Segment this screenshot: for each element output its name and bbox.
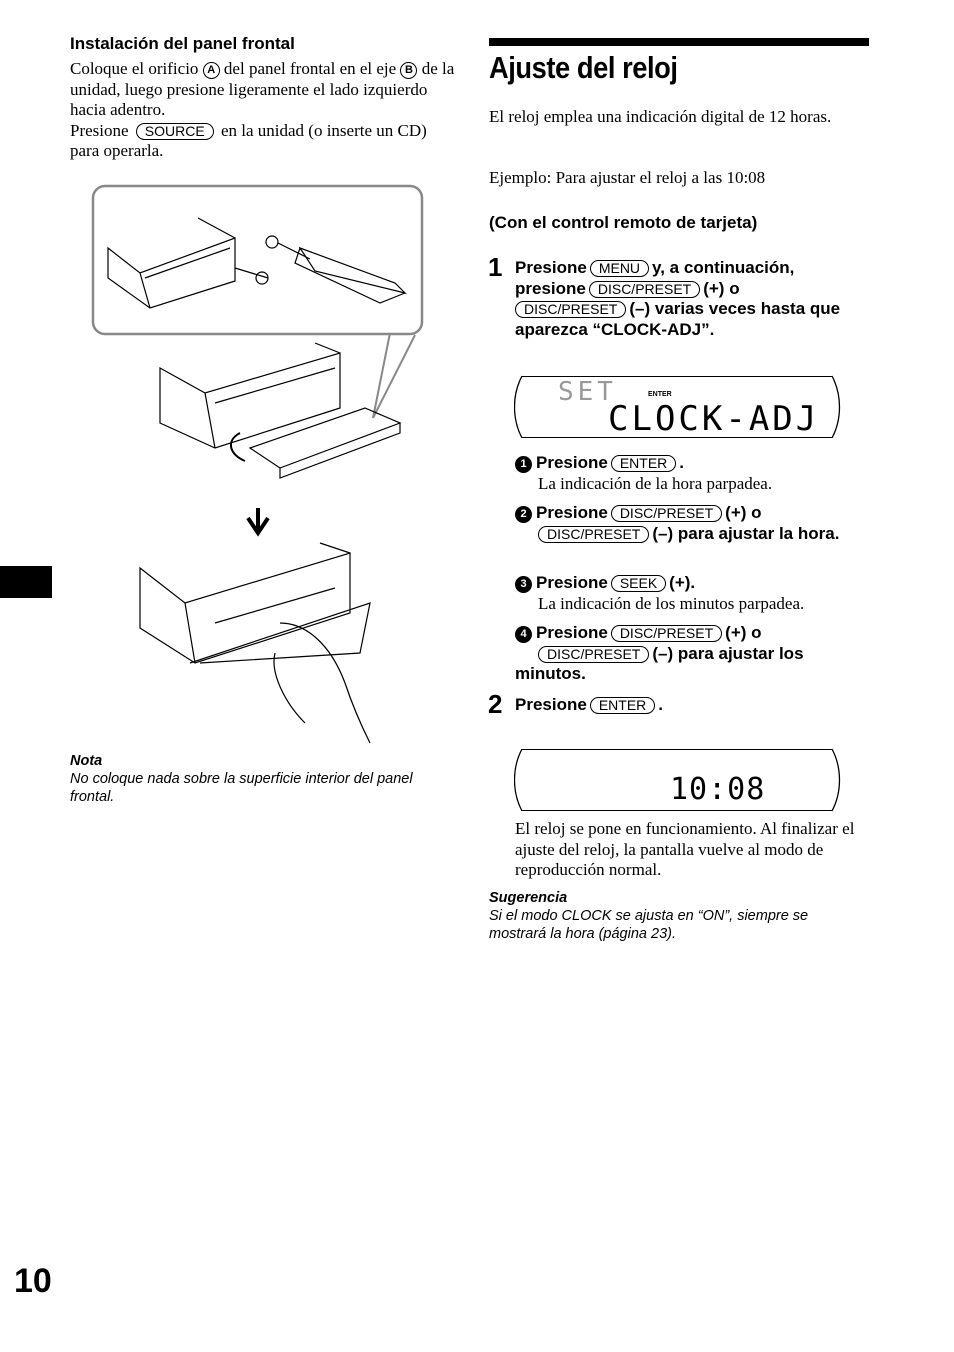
intro-text: El reloj emplea una indicación digital de 12 horas. [489, 107, 832, 126]
step-number: 2 [488, 689, 503, 719]
lcd-display-clock-adj [522, 376, 832, 438]
text: Coloque el orificio [70, 59, 199, 78]
text: . [679, 453, 684, 472]
lcd-main: CLOCK-ADJ [608, 399, 820, 439]
example-text: Ejemplo: Para ajustar el reloj a las 10:08 [489, 168, 766, 187]
sub-step-4 [515, 623, 860, 685]
text: (+) o [725, 503, 762, 522]
step-number: 1 [488, 252, 503, 282]
title-rule [489, 38, 869, 46]
text: del panel frontal en el eje [223, 59, 397, 78]
tip-text: Si el modo CLOCK se ajusta en “ON”, siempre se mostrará la hora (página 23). [489, 908, 809, 942]
step-bullet: 1 [515, 456, 532, 473]
marker-b: B [400, 62, 417, 79]
enter-button-label: ENTER [590, 697, 655, 714]
text: (+) o [725, 623, 762, 642]
text: . [658, 695, 663, 714]
sub-step-3 [515, 573, 865, 614]
lcd-display-time [522, 749, 832, 811]
faceplate-installation-illustration [90, 183, 430, 753]
step-bullet: 4 [515, 626, 532, 643]
step-bullet: 3 [515, 576, 532, 593]
step-bullet: 2 [515, 506, 532, 523]
sub-step-1 [515, 453, 865, 494]
sub-step-2 [515, 503, 860, 544]
step-1 [515, 258, 860, 340]
text: (+). [669, 573, 696, 592]
section-tab-marker [0, 566, 52, 598]
text: en la unidad (o inserte un CD) para operarla. [70, 120, 427, 160]
disc-preset-button-label: DISC/PRESET [611, 505, 722, 522]
sub-step-desc: La indicación de la hora parpadea. [538, 473, 773, 493]
disc-preset-button-label: DISC/PRESET [515, 301, 626, 318]
text: (+) o [703, 278, 740, 298]
page-title: Ajuste del reloj [489, 50, 678, 85]
marker-a: A [203, 62, 220, 79]
text: (–) para ajustar la hora. [652, 523, 840, 543]
page-number: 10 [14, 1262, 52, 1300]
lcd-set: SET [558, 377, 617, 407]
disc-preset-button-label: DISC/PRESET [611, 625, 722, 642]
text: Presione [515, 695, 587, 714]
text: Presione [70, 120, 129, 140]
text: Presione [536, 573, 608, 592]
lcd-time: 10:08 [670, 772, 766, 807]
enter-button-label: ENTER [611, 455, 676, 472]
menu-button-label: MENU [590, 260, 649, 277]
section-heading: Instalación del panel frontal [70, 34, 295, 53]
text: Presione [515, 258, 587, 277]
text: Presione [536, 453, 608, 472]
disc-preset-button-label: DISC/PRESET [538, 646, 649, 663]
install-paragraph [70, 59, 455, 162]
note-title: Nota [70, 753, 103, 769]
text: Presione [536, 623, 608, 642]
lcd-enter: ENTER [648, 391, 672, 398]
text: (–) varias veces hasta que aparezca “CLOCK-ADJ”. [515, 299, 841, 339]
source-button-label: SOURCE [136, 123, 214, 140]
disc-preset-button-label: DISC/PRESET [538, 526, 649, 543]
text: Presione [536, 503, 608, 522]
disc-preset-button-label: DISC/PRESET [589, 281, 700, 298]
text: (–) para ajustar los minutos. [515, 643, 804, 683]
text: y, a continuación, presione [515, 258, 795, 298]
result-text: El reloj se pone en funcionamiento. Al finalizar el ajuste del reloj, la pantalla vuelve al modo de reproducción normal. [515, 819, 855, 879]
subheading: (Con el control remoto de tarjeta) [489, 213, 758, 232]
step-2 [515, 695, 663, 716]
note-text: No coloque nada sobre la superficie interior del panel frontal. [70, 771, 413, 805]
seek-button-label: SEEK [611, 575, 666, 592]
sub-step-desc: La indicación de los minutos parpadea. [538, 593, 805, 613]
tip-title: Sugerencia [489, 890, 568, 906]
text: de la unidad, luego presione ligeramente el lado izquierdo hacia adentro. [70, 59, 455, 119]
